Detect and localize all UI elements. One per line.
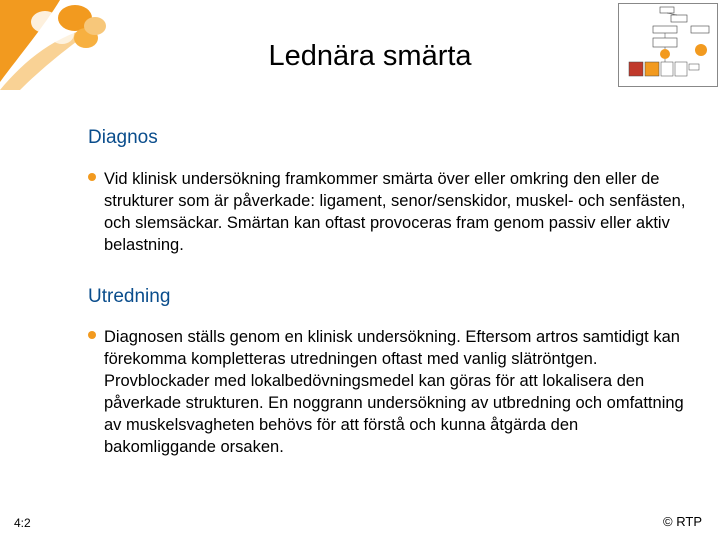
section-heading-diagnos: Diagnos [88, 127, 158, 148]
bullet-item-diagnos [88, 168, 688, 256]
page-number: 4:2 [14, 516, 31, 530]
butterfly-logo-icon [0, 0, 140, 90]
section-heading-utredning: Utredning [88, 286, 171, 307]
bullet-text: Diagnosen ställs genom en klinisk undersökning. Eftersom artros samtidigt kan förekomma kompletteras utredningen oftast med vanlig slätröntgen. Provblockader med lokalbedövningsmedel kan göras för att lokalisera den påverkade strukturen. En noggrann undersökning av utbredning och omfattning av muskelsvagheten behövs för att förstå och kunna åtgärda den bakomliggande orsaken. [104, 328, 684, 456]
copyright: © RTP [663, 514, 702, 529]
bullet-dot-icon [88, 331, 96, 339]
slide-title: Lednära smärta [268, 40, 472, 72]
flowchart-thumbnail-icon [618, 3, 718, 87]
bullet-dot-icon [88, 173, 96, 181]
bullet-text: Vid klinisk undersökning framkommer smärta över eller omkring den eller de strukturer som är påverkade: ligament, senor/senskidor, muskel- och senfästen, och slemsäckar. Smärtan kan oftast provoceras fram genom passiv eller aktiv belastning. [104, 170, 686, 254]
bullet-item-utredning [88, 326, 688, 458]
